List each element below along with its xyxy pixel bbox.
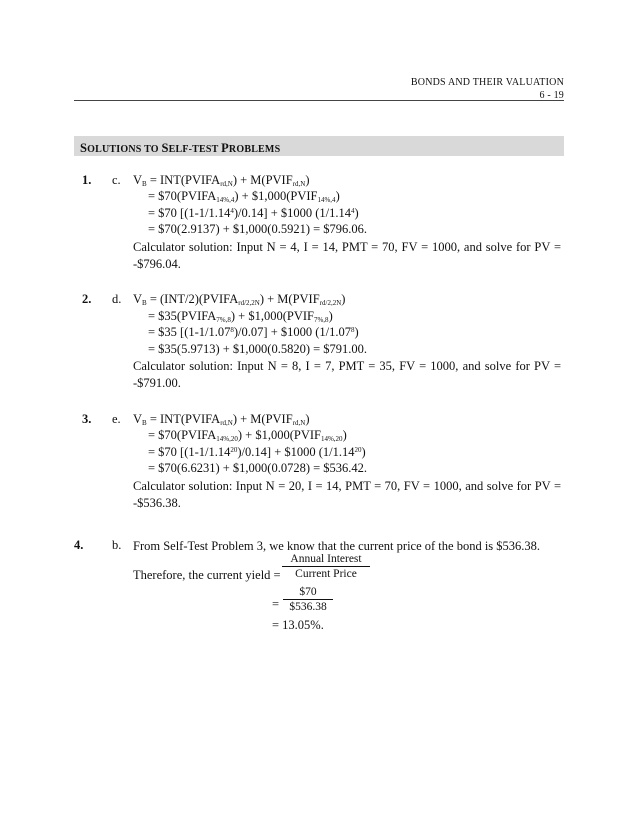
problem-number: 2. bbox=[82, 292, 92, 306]
fraction-bar bbox=[282, 566, 370, 567]
formula-line: $V_B$ = $(INT/2)(PVIFA_{rd/2,2N})$ + $M(PVIF_{rd/2,2N})$ bbox=[133, 292, 346, 307]
calculator-solution: Calculator solution: Input N = 20, I = 14, PMT = 70, FV = 1000, and solve for PV = -$536.38. bbox=[133, 479, 561, 510]
problem-number: 4. bbox=[74, 538, 84, 552]
calculator-solution: Calculator solution: Input N = 4, I = 14, PMT = 70, FV = 1000, and solve for PV = -$796.04. bbox=[133, 240, 561, 271]
formula-line: = $70 $[(1-1/1.14^{20})/0.14]$ + $1000 (1/1.14$^{20}$) bbox=[148, 445, 366, 459]
formula-line: = $70 $[(1-1/1.14^4)/0.14]$ + $1000 (1/1.14$^4$) bbox=[148, 206, 359, 220]
fraction-numerator: Annual Interest bbox=[290, 553, 362, 565]
section-title: SOLUTIONS TO SELF-TEST PROBLEMS bbox=[80, 141, 281, 155]
problem-text: From Self-Test Problem 3, we know that the current price of the bond is $536.38. bbox=[133, 539, 541, 553]
header-rule bbox=[74, 100, 564, 101]
fraction-values bbox=[283, 586, 333, 613]
fraction-numerator: $70 bbox=[299, 586, 317, 598]
fraction-denominator: Current Price bbox=[295, 568, 357, 580]
fraction-denominator: $536.38 bbox=[289, 601, 327, 613]
problem-number: 3. bbox=[82, 412, 92, 426]
equals-sign: = bbox=[272, 597, 280, 611]
current-yield-result: = 13.05%. bbox=[272, 618, 324, 632]
current-yield-label: Therefore, the current yield = bbox=[133, 568, 281, 582]
formula-line: = $35 $[(1-1/1.07^8)/0.07]$ + $1000 (1/1.07$^8$) bbox=[148, 325, 359, 339]
problem-part: d. bbox=[112, 292, 122, 306]
formula-result: = $70(6.6231) + $1,000(0.0728) = $536.42. bbox=[148, 461, 368, 475]
formula-line: = $\$70(PVIFA_{14\%,20})$ + $\$1,000(PVIF_{14\%,20})$ bbox=[148, 428, 347, 443]
problem-part: b. bbox=[112, 538, 122, 552]
problem-part: e. bbox=[112, 412, 121, 426]
formula-result: = $70(2.9137) + $1,000(0.5921) = $796.06. bbox=[148, 222, 368, 236]
problem-part: c. bbox=[112, 173, 121, 187]
fraction-bar bbox=[283, 599, 333, 600]
formula-result: = $35(5.9713) + $1,000(0.5820) = $791.00. bbox=[148, 342, 368, 356]
formula-line: $V_B$ = $INT(PVIFA_{rd,N})$ + $M(PVIF_{rd,N})$ bbox=[133, 412, 310, 427]
formula-line: = $\$70(PVIFA_{14\%,4})$ + $\$1,000(PVIF_{14\%,4})$ bbox=[148, 189, 340, 204]
running-header-title: BONDS AND THEIR VALUATION bbox=[410, 77, 564, 88]
page-number: 6 - 19 bbox=[539, 90, 564, 101]
calculator-solution: Calculator solution: Input N = 8, I = 7, PMT = 35, FV = 1000, and solve for PV = -$791.00. bbox=[133, 359, 561, 390]
fraction-interest-over-price bbox=[282, 553, 370, 580]
formula-line: $V_B$ = $INT(PVIFA_{rd,N})$ + $M(PVIF_{rd,N})$ bbox=[133, 173, 310, 188]
formula-line: = $\$35(PVIFA_{7\%,8})$ + $\$1,000(PVIF_{7\%,8})$ bbox=[148, 309, 333, 324]
problem-number: 1. bbox=[82, 173, 92, 187]
